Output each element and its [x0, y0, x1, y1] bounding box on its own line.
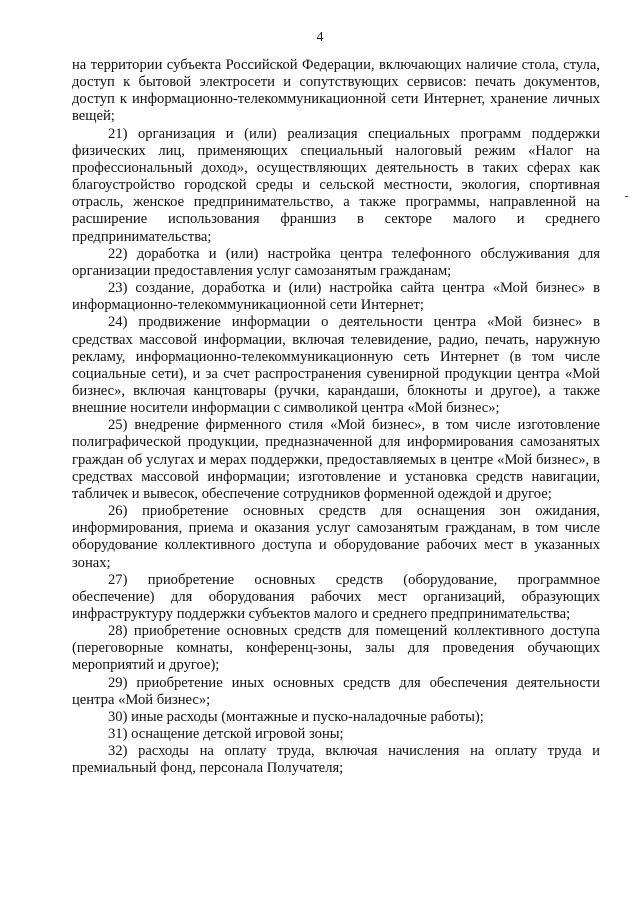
- list-item-21: 21) организация и (или) реализация специальных программ поддержки физических лиц, применяющих специальный налоговый режим «Налог на профессиональный доход», осуществляющих деятельность в таких сферах как благоустройство городской среды и сельской местности, экология, спортивная отрасль, женское предпринимательство, а также программы, направленной на расширение использования франшиз в секторе малого и среднего предпринимательства;: [72, 125, 600, 245]
- list-item-32: 32) расходы на оплату труда, включая начисления на оплату труда и премиальный фонд, персонала Получателя;: [72, 743, 600, 777]
- list-item-30: 30) иные расходы (монтажные и пуско-наладочные работы);: [108, 708, 484, 725]
- list-item-22: 22) доработка и (или) настройка центра телефонного обслуживания для организации предоставления услуг самозанятым гражданам;: [72, 245, 600, 279]
- list-item-24: 24) продвижение информации о деятельности центра «Мой бизнес» в средствах массовой информации, включая телевидение, радио, печать, наружную рекламу, информационно-телекоммуникационную сеть Интернет (в том числе социальные сети), и за счет распространения сувенирной продукции центра «Мой бизнес», включая канцтовары (ручки, карандаши, блокноты и другое), а также внешние носители информации с символикой центра «Мой бизнес»;: [72, 314, 600, 417]
- list-item-27: 27) приобретение основных средств (оборудование, программное обеспечение) для оборудования рабочих мест организаций, образующих инфраструктуру поддержки субъектов малого и среднего предпринимательства;: [72, 571, 600, 622]
- list-item-26: 26) приобретение основных средств для оснащения зон ожидания, информирования, приема и оказания услуг самозанятым гражданам, в том числе оборудование коллективного доступа и оборудование рабочих мест в указанных зонах;: [72, 503, 600, 571]
- list-item-25: 25) внедрение фирменного стиля «Мой бизнес», в том числе изготовление полиграфической продукции, предназначенной для информирования самозанятых граждан об услугах и мерах поддержки, предоставляемых в центре «Мой бизнес», в средствах массовой информации; изготовление и установка средств навигации, табличек и вывесок, обеспечение сотрудников форменной одеждой и другое;: [72, 417, 600, 502]
- list-item-23: 23) создание, доработка и (или) настройка сайта центра «Мой бизнес» в информационно-телекоммуникационной сети Интернет;: [72, 280, 600, 314]
- list-item-28: 28) приобретение основных средств для помещений коллективного доступа (переговорные комнаты, конференц-зоны, залы для проведения обучающих мероприятий и другое);: [72, 623, 600, 674]
- paragraph-continuation: на территории субъекта Российской Федерации, включающих наличие стола, стула, доступ к бытовой электросети и сопутствующих сервисов: печать документов, доступ к информационно-телекоммуникационной сети Интернет, хранение личных вещей;: [72, 57, 600, 125]
- document-body: [72, 57, 600, 778]
- scan-speck: [625, 196, 628, 197]
- page-number: 4: [316, 30, 324, 45]
- list-item-31: 31) оснащение детской игровой зоны;: [108, 726, 344, 743]
- list-item-29: 29) приобретение иных основных средств для обеспечения деятельности центра «Мой бизнес»;: [72, 674, 600, 708]
